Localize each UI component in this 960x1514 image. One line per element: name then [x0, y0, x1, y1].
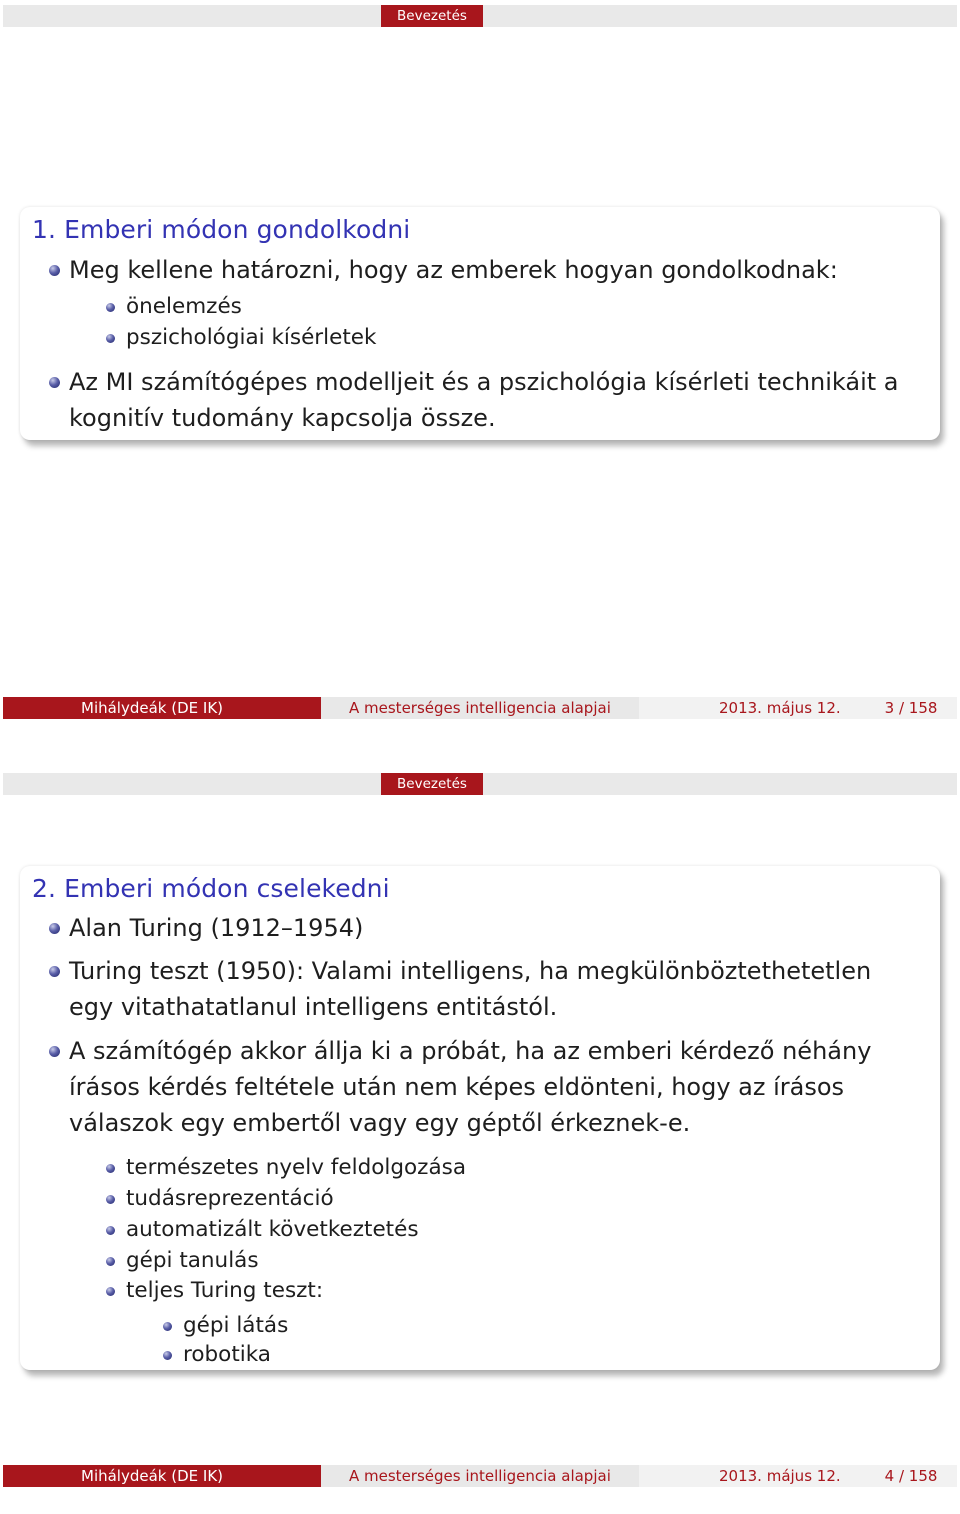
sub-list-item [126, 292, 242, 322]
bullet-ball-icon [106, 1164, 115, 1173]
list-item-line: Turing teszt (1950): Valami intelligens, ha megkülönböztethetetlen [69, 957, 872, 985]
sub-list-item-text: gépi tanulás [126, 1248, 259, 1273]
bullet-ball-icon [106, 334, 115, 343]
page-number: 4 / 158 [884, 1467, 938, 1485]
list-item [69, 910, 899, 946]
section-tab[interactable]: Bevezetés [381, 773, 483, 795]
footer-author: Mihálydeák (DE IK) [3, 697, 321, 719]
sub-sub-list-item-text: gépi látás [183, 1313, 289, 1338]
sub-list-item [126, 1184, 334, 1214]
headline-bar [3, 773, 957, 795]
list-item-line: Az MI számítógépes modelljeit és a pszichológia kísérleti technikáit a [69, 368, 899, 396]
sub-list-item [126, 1276, 323, 1306]
sub-list-item-text: tudásreprezentáció [126, 1186, 334, 1211]
list-item-line: egy vitathatatlanul intelligens entitástól. [69, 993, 558, 1021]
footer-date-page [639, 1465, 957, 1487]
sub-sub-list-item-text: robotika [183, 1342, 271, 1367]
sub-list-item-text: pszichológiai kísérletek [126, 325, 377, 350]
bullet-ball-icon [49, 377, 60, 388]
slide-3 [0, 0, 960, 746]
sub-list-item-text: automatizált következtetés [126, 1217, 419, 1242]
bullet-ball-icon [49, 923, 60, 934]
headline-bar [3, 5, 957, 27]
list-item-text: Meg kellene határozni, hogy az emberek hogyan gondolkodnak: [69, 256, 838, 284]
sub-list-item [126, 323, 376, 353]
bullet-ball-icon [106, 1195, 115, 1204]
bullet-ball-icon [106, 1257, 115, 1266]
list-item-line: A számítógép akkor állja ki a próbát, ha az emberi kérdező néhány [69, 1037, 872, 1065]
sub-list-item-text: önelemzés [126, 294, 242, 319]
bullet-ball-icon [106, 303, 115, 312]
sub-list-item-text: természetes nyelv feldolgozása [126, 1155, 466, 1180]
block-title: 1. Emberi módon gondolkodni [32, 215, 411, 244]
page-number: 3 / 158 [884, 699, 938, 717]
footer-date: 2013. május 12. [719, 1467, 841, 1485]
list-item-line: írásos kérdés feltétele után nem képes eldönteni, hogy az írásos [69, 1073, 845, 1101]
sub-list-item [126, 1215, 419, 1245]
bullet-ball-icon [49, 1046, 60, 1057]
list-item [69, 252, 899, 288]
list-item [69, 953, 899, 1025]
bullet-ball-icon [163, 1322, 172, 1331]
footer-title: A mesterséges intelligencia alapjai [321, 697, 639, 719]
footer-bar [3, 1465, 957, 1487]
footer-date: 2013. május 12. [719, 699, 841, 717]
list-item [69, 1033, 899, 1141]
bullet-ball-icon [49, 966, 60, 977]
footer-author: Mihálydeák (DE IK) [3, 1465, 321, 1487]
sub-list-item [126, 1153, 466, 1183]
sub-sub-list-item [183, 1311, 288, 1341]
bullet-ball-icon [163, 1351, 172, 1360]
footer-title: A mesterséges intelligencia alapjai [321, 1465, 639, 1487]
bullet-ball-icon [106, 1226, 115, 1235]
list-item [69, 364, 899, 436]
bullet-ball-icon [49, 265, 60, 276]
sub-list-item [126, 1246, 259, 1276]
list-item-text: Alan Turing (1912–1954) [69, 914, 364, 942]
footer-bar [3, 697, 957, 719]
section-tab[interactable]: Bevezetés [381, 5, 483, 27]
slide-4 [0, 768, 960, 1514]
footer-date-page [639, 697, 957, 719]
block-title: 2. Emberi módon cselekedni [32, 874, 390, 903]
sub-sub-list-item [183, 1340, 271, 1370]
sub-list-item-text: teljes Turing teszt: [126, 1278, 324, 1303]
bullet-ball-icon [106, 1287, 115, 1296]
list-item-line: válaszok egy embertől vagy egy géptől érkeznek-e. [69, 1109, 691, 1137]
list-item-line: kognitív tudomány kapcsolja össze. [69, 404, 496, 432]
